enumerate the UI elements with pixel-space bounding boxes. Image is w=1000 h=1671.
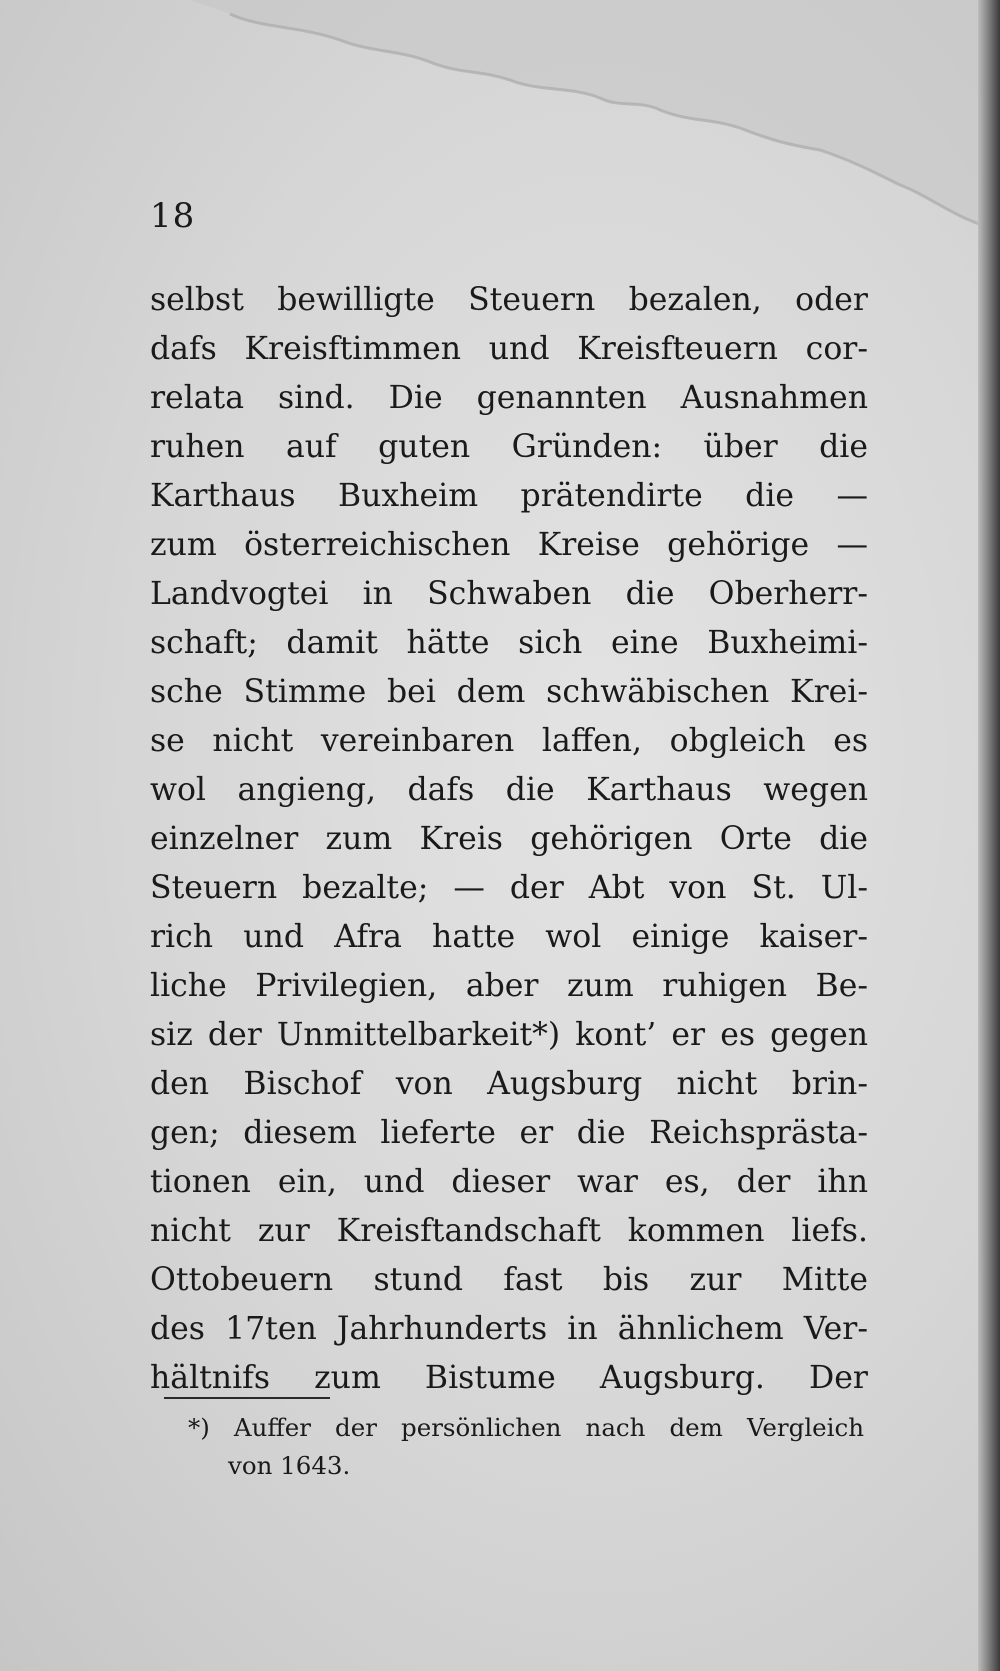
footnote-line: *) Auffer der persönlichen nach dem Vergleich <box>188 1413 864 1442</box>
footnote <box>188 1409 864 1485</box>
text-line: Karthaus Buxheim prätendirte die — <box>150 478 868 514</box>
text-line: einzelner zum Kreis gehörigen Orte die <box>150 821 868 857</box>
footnote-line: von 1643. <box>228 1451 351 1480</box>
text-line: se nicht vereinbaren laffen, obgleich es <box>150 723 868 759</box>
text-line: Steuern bezalte; — der Abt von St. Ul- <box>150 870 868 906</box>
text-line: zum österreichischen Kreise gehörige — <box>150 527 868 563</box>
text-line: relata sind. Die genannten Ausnahmen <box>150 380 868 416</box>
text-line: hältnifs zum Bistume Augsburg. Der <box>150 1360 868 1396</box>
text-line: rich und Afra hatte wol einige kaiser- <box>150 919 868 955</box>
text-line: den Bischof von Augsburg nicht brin- <box>150 1066 868 1102</box>
text-line: liche Privilegien, aber zum ruhigen Be- <box>150 968 868 1004</box>
text-line: ruhen auf guten Gründen: über die <box>150 429 868 465</box>
text-line: schaft; damit hätte sich eine Buxheimi- <box>150 625 868 661</box>
text-line: Ottobeuern stund fast bis zur Mitte <box>150 1262 868 1298</box>
text-line: dafs Kreisftimmen und Kreisfteuern cor- <box>150 331 868 367</box>
footnote-divider <box>164 1397 330 1399</box>
text-line: wol angieng, dafs die Karthaus wegen <box>150 772 868 808</box>
text-line: des 17ten Jahrhunderts in ähnlichem Ver- <box>150 1311 868 1347</box>
body-text <box>150 276 868 1403</box>
text-line: Landvogtei in Schwaben die Oberherr- <box>150 576 868 612</box>
text-line: selbst bewilligte Steuern bezalen, oder <box>150 282 868 318</box>
text-line: nicht zur Kreisftandschaft kommen liefs. <box>150 1213 868 1249</box>
text-line: sche Stimme bei dem schwäbischen Krei- <box>150 674 868 710</box>
text-line: gen; diesem lieferte er die Reichsprästa- <box>150 1115 868 1151</box>
page-number: 18 <box>150 196 196 236</box>
text-line: tionen ein, und dieser war es, der ihn <box>150 1164 868 1200</box>
text-line: siz der Unmittelbarkeit*) kont’ er es gegen <box>150 1017 868 1053</box>
